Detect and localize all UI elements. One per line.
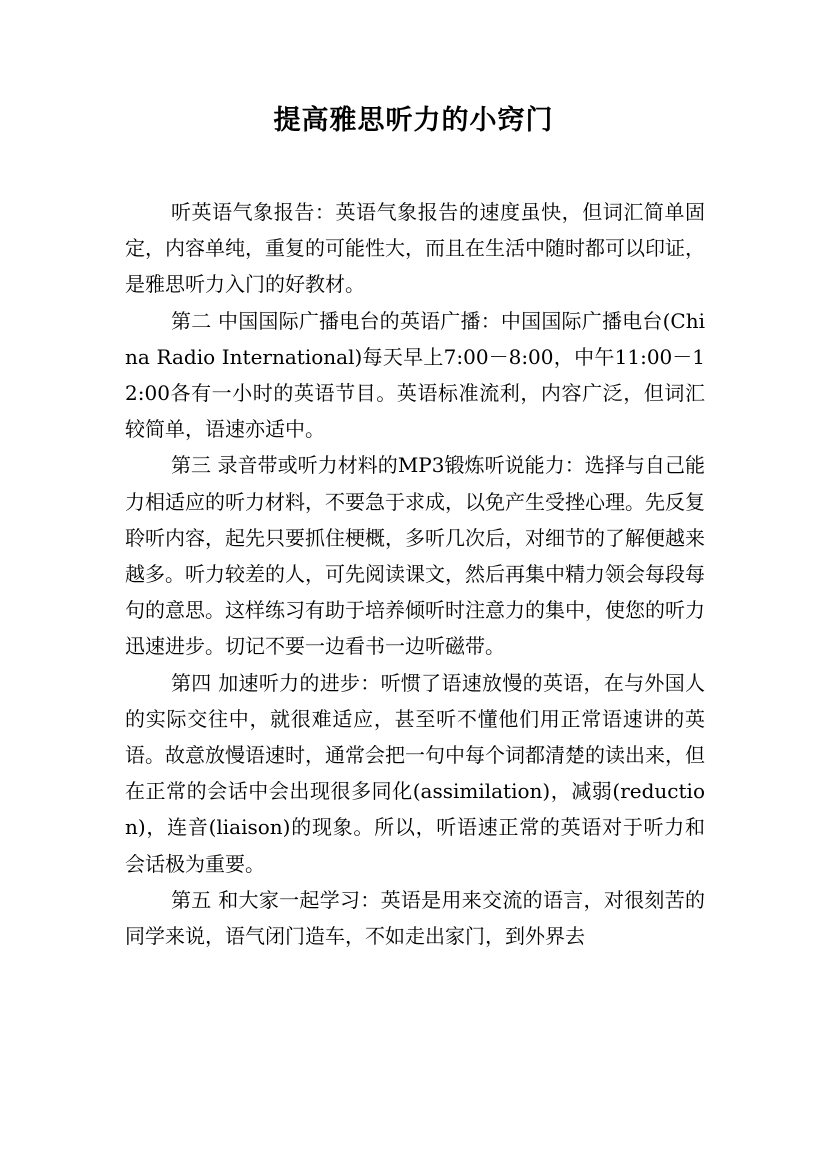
document-title: 提高雅思听力的小窍门 bbox=[273, 105, 554, 136]
paragraph-tapes-mp3: 第三 录音带或听力材料的MP3锻炼听说能力：选择与自己能力相适应的听力材料，不要急于求成，以免产生受挫心理。先反复聆听内容，起先只要抓住梗概，多听几次后，对细节的了解便越来越多。听力较差的人，可先阅读课文，然后再集中精力领会每段每句的意思。这样练习有助于培养倾听时注意力的集中，使您的听力迅速进步。切记不要一边看书一边听磁带。 bbox=[125, 453, 705, 659]
paragraph-speed-up: 第四 加速听力的进步：听惯了语速放慢的英语，在与外国人的实际交往中，就很难适应，甚至听不懂他们用正常语速讲的英语。故意放慢语速时，通常会把一句中每个词都清楚的读出来，但在正常的会话中会出现很多同化(assimilation)，减弱(reduction)，连音(liaison)的现象。所以，听语速正常的英语对于听力和会话极为重要。 bbox=[125, 670, 705, 876]
paragraph-weather-report: 听英语气象报告：英语气象报告的速度虽快，但词汇简单固定，内容单纯，重复的可能性大，而且在生活中随时都可以印证，是雅思听力入门的好教材。 bbox=[125, 200, 705, 297]
document-body bbox=[125, 194, 705, 954]
paragraph-cri-broadcast: 第二 中国国际广播电台的英语广播：中国国际广播电台(China Radio International)每天早上7:00－8:00，中午11:00－12:00各有一小时的英语节目。英语标准流利，内容广泛，但词汇较简单，语速亦适中。 bbox=[125, 308, 705, 442]
paragraph-study-together: 第五 和大家一起学习：英语是用来交流的语言，对很刻苦的同学来说，语气闭门造车，不如走出家门，到外界去 bbox=[125, 887, 705, 949]
